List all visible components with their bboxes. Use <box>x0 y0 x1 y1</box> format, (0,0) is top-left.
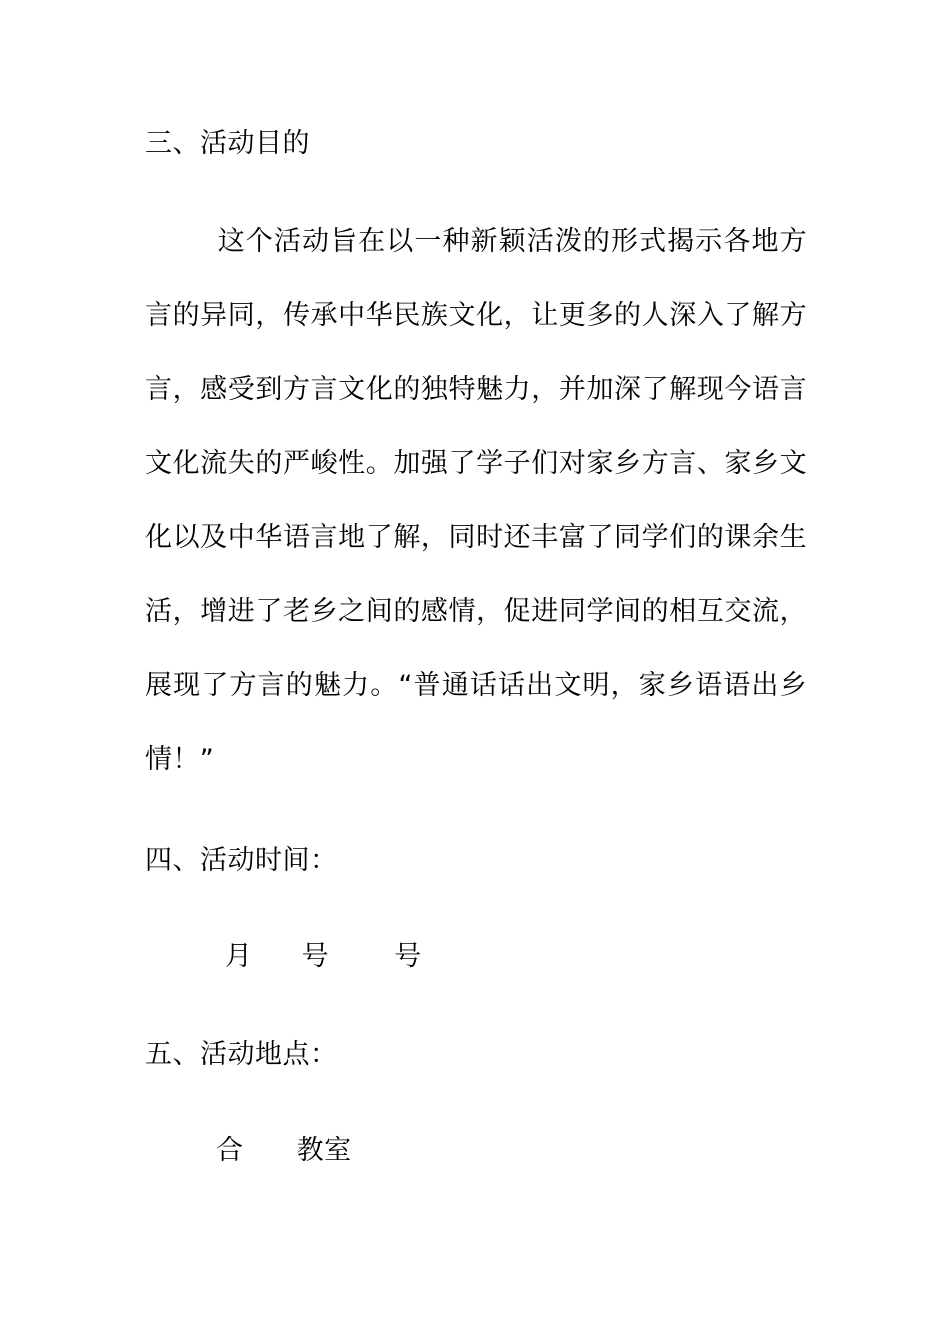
place-value <box>216 1134 352 1168</box>
section-place-heading: 五、活动地点： <box>145 1039 338 1070</box>
place-building: 合 <box>216 1135 244 1166</box>
place-room: 教室 <box>296 1135 352 1166</box>
time-value <box>225 940 422 974</box>
purpose-body-text: 这个活动旨在以一种新颖活泼的形式揭示各地方言的异同，传承中华民族文化，让更多的人深入了解方言，感受到方言文化的独特魅力，并加深了解现今语言文化流失的严峻性。加强了学子们对家乡方言、家乡文化以及中华语言地了解，同时还丰富了同学们的课余生活，增进了老乡之间的感情，促进同学间的相互交流，展现了方言的魅力。“普通话话出文明，家乡语语出乡情！” <box>145 226 807 775</box>
section-purpose-heading: 三、活动目的 <box>145 128 310 159</box>
time-month: 月 <box>225 941 253 972</box>
time-day-start: 号 <box>301 941 330 972</box>
section-purpose-body <box>145 205 807 797</box>
time-day-end: 号 <box>394 941 422 972</box>
section-time-heading: 四、活动时间： <box>145 845 338 876</box>
